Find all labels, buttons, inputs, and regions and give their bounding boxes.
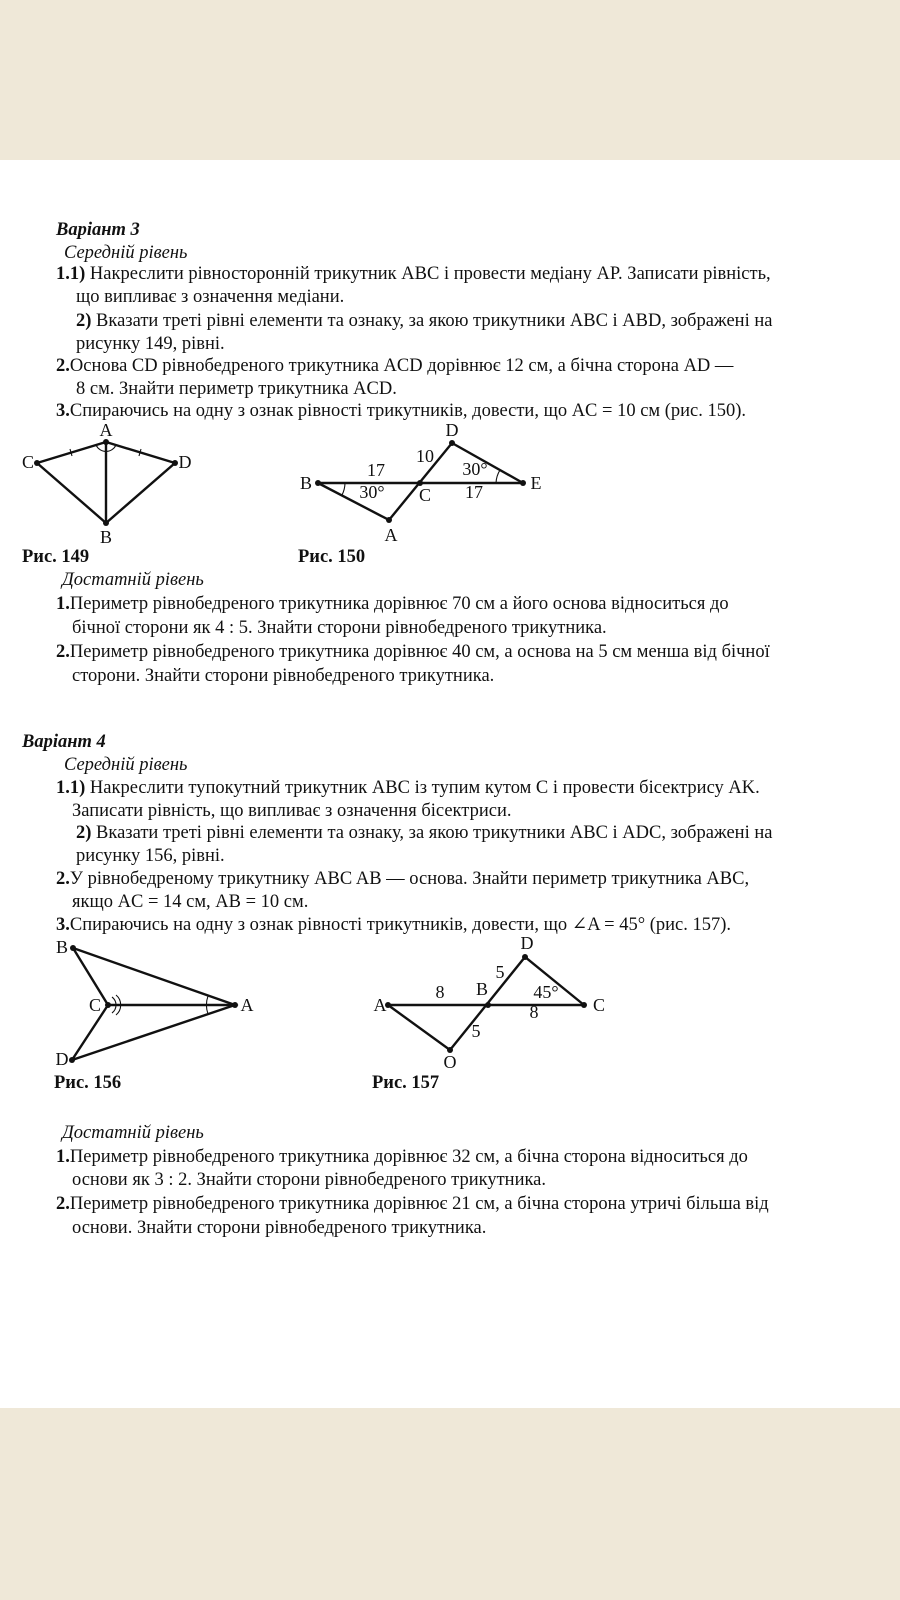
figure-caption: Рис. 157 [372, 1073, 440, 1093]
svg-text:17: 17 [465, 482, 483, 503]
figure-caption: Рис. 149 [22, 547, 90, 567]
figure-150 [300, 420, 542, 545]
figure-caption: Рис. 156 [54, 1073, 122, 1093]
variant-4-title: Варіант 4 [22, 732, 106, 752]
task-text: 8 см. Знайти периметр трикутника ACD. [76, 379, 397, 399]
svg-text:C: C [88, 995, 102, 1016]
svg-text:A: A [240, 995, 254, 1016]
svg-text:B: B [299, 473, 313, 494]
svg-text:30°: 30° [462, 459, 488, 480]
task-text: якщо AC = 14 см, AB = 10 см. [72, 892, 309, 912]
svg-text:A: A [373, 995, 387, 1016]
task-text: 3.Спираючись на одну з ознак рівності трикутників, довести, що AC = 10 см (рис. 150). [56, 401, 747, 421]
task-text: 2) Вказати треті рівні елементи та ознаку, за якою трикутники ABC і ABD, зображені на [76, 311, 773, 331]
task-text: 1.Периметр рівнобедреного трикутника дорівнює 32 см, а бічна сторона відноситься до [56, 1147, 748, 1167]
svg-text:30°: 30° [359, 482, 385, 503]
svg-text:O: O [443, 1052, 457, 1073]
svg-text:C: C [592, 995, 606, 1016]
svg-text:D: D [178, 452, 192, 473]
svg-text:17: 17 [367, 460, 385, 481]
figure-caption: Рис. 150 [298, 547, 366, 567]
svg-text:5: 5 [495, 962, 505, 983]
svg-text:10: 10 [416, 446, 434, 467]
task-text: 2.Периметр рівнобедреного трикутника дорівнює 40 см, а основа на 5 см менша від бічної [56, 642, 770, 662]
figure-156 [56, 937, 254, 1069]
svg-text:8: 8 [529, 1002, 539, 1023]
svg-text:D: D [520, 933, 534, 954]
level-heading: Достатній рівень [62, 570, 204, 590]
task-text: рисунку 156, рівні. [76, 846, 225, 866]
level-heading: Середній рівень [64, 243, 188, 263]
task-text: що випливає з означення медіани. [76, 287, 345, 307]
task-text: 2.Периметр рівнобедреного трикутника дорівнює 21 см, а бічна сторона утричі більша від [56, 1194, 769, 1214]
task-text: Записати рівність, що випливає з означення бісектриси. [72, 801, 512, 821]
task-text: 1.1) Накреслити тупокутний трикутник ABC із тупим кутом C і провести бісектрису AK. [56, 778, 760, 798]
svg-text:B: B [99, 527, 113, 548]
task-text: 3.Спираючись на одну з ознак рівності трикутників, довести, що ∠A = 45° (рис. 157). [56, 915, 732, 935]
svg-text:8: 8 [435, 982, 445, 1003]
level-heading: Середній рівень [64, 755, 188, 775]
task-text: основи як 3 : 2. Знайти сторони рівнобедреного трикутника. [72, 1170, 547, 1190]
task-text: 1.1) Накреслити рівносторонній трикутник ABC і провести медіану AP. Записати рівність, [56, 264, 771, 284]
svg-text:C: C [418, 485, 432, 506]
figure-149 [22, 420, 192, 547]
svg-text:A: A [384, 525, 398, 546]
task-text: 2.У рівнобедреному трикутнику ABC AB — основа. Знайти периметр трикутника ABC, [56, 869, 750, 889]
svg-text:D: D [55, 1049, 69, 1070]
svg-text:B: B [475, 979, 489, 1000]
variant-3-title: Варіант 3 [56, 220, 140, 240]
svg-text:5: 5 [471, 1021, 481, 1042]
task-text: 1.Периметр рівнобедреного трикутника дорівнює 70 см а його основа відноситься до [56, 594, 729, 614]
svg-text:E: E [530, 473, 542, 494]
svg-text:A: A [99, 420, 113, 441]
task-text: бічної сторони як 4 : 5. Знайти сторони рівнобедреного трикутника. [72, 618, 607, 638]
task-text: сторони. Знайти сторони рівнобедреного трикутника. [72, 666, 495, 686]
svg-text:C: C [21, 452, 35, 473]
figure-157 [374, 933, 606, 1072]
svg-text:45°: 45° [533, 982, 559, 1003]
task-text: 2) Вказати треті рівні елементи та ознаку, за якою трикутники ABC і ADC, зображені на [76, 823, 773, 843]
task-text: основи. Знайти сторони рівнобедреного трикутника. [72, 1218, 487, 1238]
level-heading: Достатній рівень [62, 1123, 204, 1143]
task-text: 2.Основа CD рівнобедреного трикутника ACD дорівнює 12 см, а бічна сторона AD — [56, 356, 734, 376]
task-text: рисунку 149, рівні. [76, 334, 225, 354]
svg-text:D: D [445, 420, 459, 441]
svg-text:B: B [55, 937, 69, 958]
